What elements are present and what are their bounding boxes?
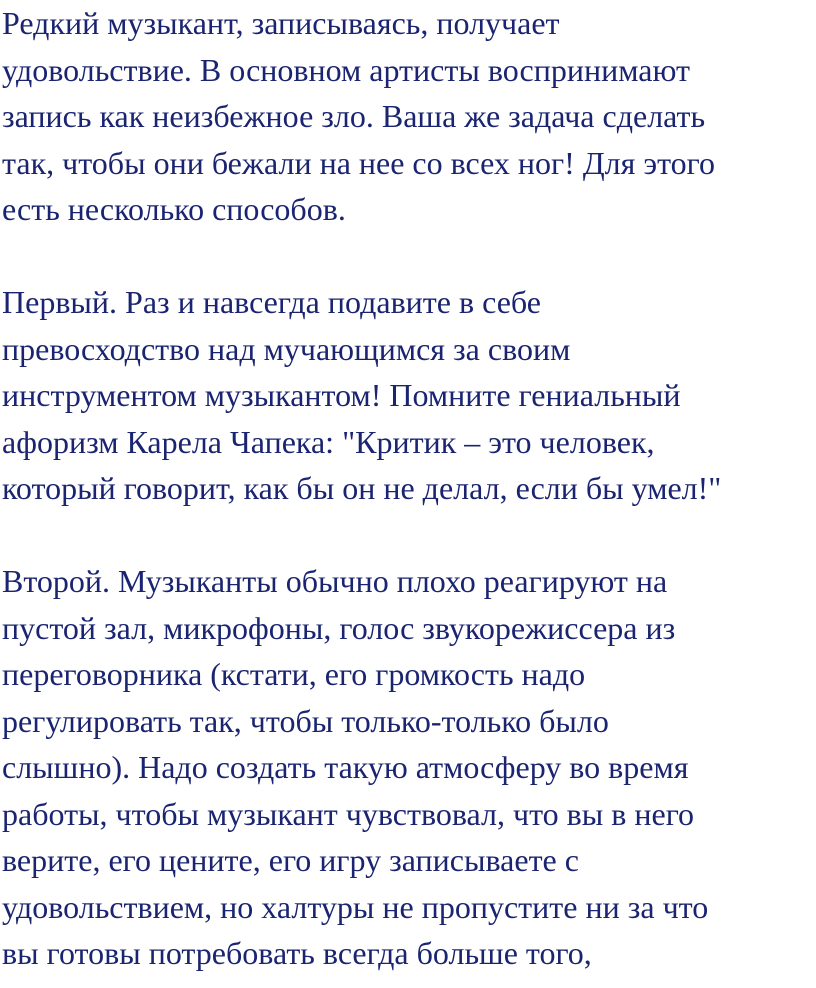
text-line: удовольствие. В основном артисты воспринимают — [2, 51, 690, 88]
paragraph-gap — [2, 233, 812, 280]
text-line: запись как неизбежное зло. Ваша же задача сделать — [2, 98, 706, 134]
text-line: переговорника (кстати, его громкость надо — [2, 656, 586, 692]
text-line: удовольствием, но халтуры не пропустите ни за что — [2, 888, 709, 925]
document-body — [2, 0, 812, 977]
text-line: пустой зал, микрофоны, голос звукорежиссера из — [2, 609, 676, 646]
text-line: который говорит, как бы он не делал, если бы умел!" — [2, 470, 722, 506]
text-line: превосходство над мучающимся за своим — [2, 330, 571, 367]
text-line: вы готовы потребовать всегда больше того, — [2, 935, 592, 971]
text-line: Редкий музыкант, записываясь, получает — [2, 5, 560, 41]
paragraph-first — [2, 279, 812, 512]
paragraph-gap — [2, 512, 812, 559]
text-line: так, чтобы они бежали на нее со всех ног! Для этого — [2, 144, 715, 181]
text-line: регулировать так, чтобы только-только было — [2, 702, 609, 739]
text-line: верите, его цените, его игру записываете с — [2, 842, 579, 878]
paragraph-second — [2, 558, 812, 977]
text-line: Второй. Музыканты обычно плохо реагируют на — [2, 563, 668, 599]
text-line: инструментом музыкантом! Помните гениальный — [2, 377, 681, 413]
text-line: есть несколько способов. — [2, 191, 346, 227]
text-line: работы, чтобы музыкант чувствовал, что вы в него — [2, 795, 695, 832]
text-line: афоризм Карела Чапека: "Критик – это человек, — [2, 423, 655, 460]
text-line: слышно). Надо создать такую атмосферу во время — [2, 749, 689, 785]
text-line: Первый. Раз и навсегда подавите в себе — [2, 284, 541, 320]
paragraph-intro — [2, 0, 812, 233]
